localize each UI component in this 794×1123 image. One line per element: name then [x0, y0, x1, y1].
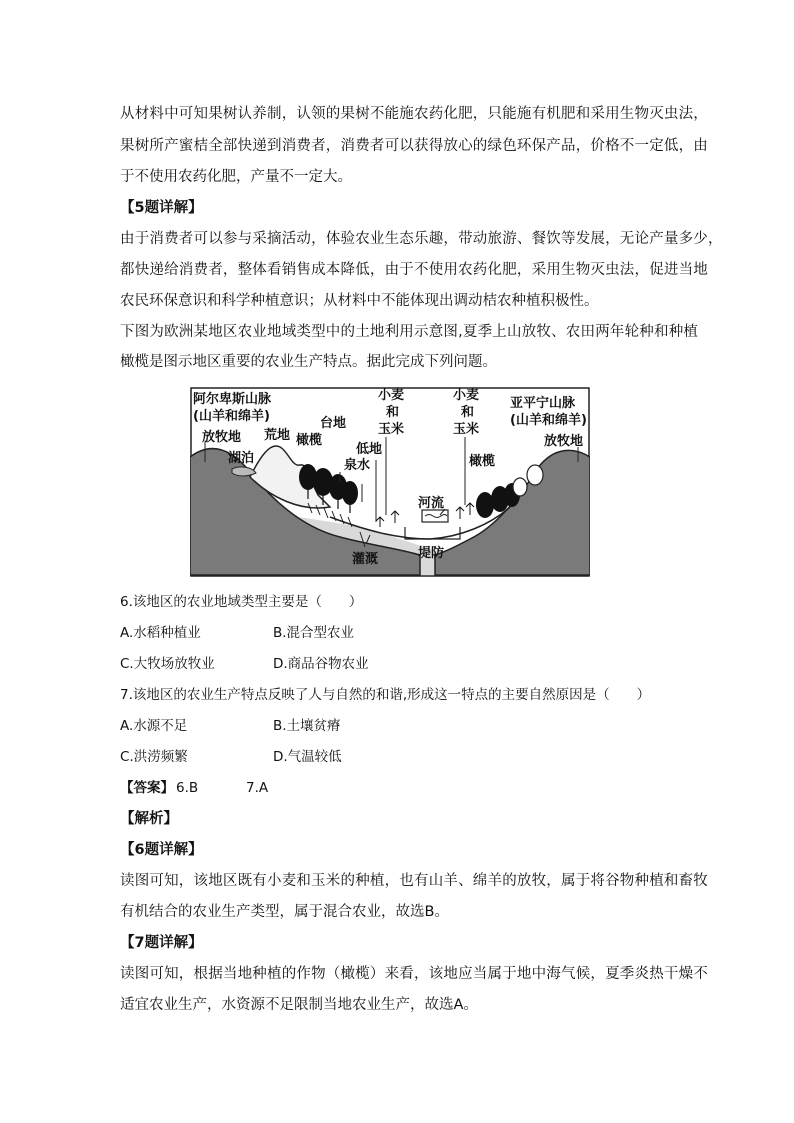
option-7b: B.土壤贫瘠 — [273, 718, 341, 734]
land-use-diagram — [190, 387, 590, 577]
section-heading-q7: 【7题详解】 — [120, 935, 203, 951]
intro-line: 下图为欧洲某地区农业地域类型中的土地利用示意图,夏季上山放牧、农田两年轮种和种植 — [120, 324, 699, 340]
paragraph-line: 从材料中可知果树认养制，认领的果树不能施农药化肥，只能施有机肥和采用生物灭虫法， — [120, 106, 708, 122]
paragraph-line: 农民环保意识和科学种植意识；从材料中不能体现出调动桔农种植积极性。 — [120, 293, 599, 309]
label-irrigation: 灌溉 — [352, 552, 379, 567]
explanation-line: 读图可知，该地区既有小麦和玉米的种植，也有山羊、绵羊的放牧，属于将谷物种植和畜牧 — [120, 873, 708, 889]
label-apennines: 亚平宁山脉 — [510, 396, 576, 411]
label-corn-1: 玉米 — [378, 422, 405, 437]
section-heading-q5: 【5题详解】 — [120, 200, 203, 216]
paragraph-line: 由于消费者可以参与采摘活动，体验农业生态乐趣，带动旅游、餐饮等发展，无论产量多少， — [120, 231, 723, 247]
label-wasteland: 荒地 — [264, 428, 291, 443]
option-7a: A.水源不足 — [120, 718, 188, 734]
label-lake: 湖泊 — [228, 451, 255, 466]
option-6b: B.混合型农业 — [273, 625, 355, 641]
option-6d: D.商品谷物农业 — [273, 656, 369, 672]
label-lowland: 低地 — [356, 442, 383, 457]
paragraph-line: 于不使用农药化肥，产量不一定大。 — [120, 169, 352, 185]
section-heading-q6: 【6题详解】 — [120, 842, 203, 858]
question-6: 6.该地区的农业地域类型主要是（ ） — [120, 594, 363, 610]
label-alps-note: (山羊和绵羊) — [193, 409, 270, 424]
label-apennines-note: (山羊和绵羊) — [510, 413, 587, 428]
label-levee: 堤防 — [418, 546, 445, 561]
label-wheat-1: 小麦 — [378, 388, 405, 403]
option-7c: C.洪涝频繁 — [120, 749, 188, 765]
option-7d: D.气温较低 — [273, 749, 342, 765]
option-6c: C.大牧场放牧业 — [120, 656, 215, 672]
label-corn-2: 玉米 — [453, 422, 480, 437]
question-7: 7.该地区的农业生产特点反映了人与自然的和谐,形成这一特点的主要自然原因是（ ） — [120, 687, 651, 703]
paragraph-line: 都快递给消费者，整体看销售成本降低，由于不使用农药化肥，采用生物灭虫法，促进当地 — [120, 262, 708, 278]
explanation-line: 适宜农业生产，水资源不足限制当地农业生产，故选A。 — [120, 997, 478, 1013]
label-alps: 阿尔卑斯山脉 — [193, 392, 272, 407]
label-olive-right: 橄榄 — [469, 454, 496, 469]
label-terrace: 台地 — [320, 416, 347, 431]
label-spring: 泉水 — [344, 458, 371, 473]
intro-line: 橄榄是图示地区重要的农业生产特点。据此完成下列问题。 — [120, 354, 497, 370]
river-channel — [422, 510, 448, 522]
answer-label: 【答案】 — [120, 780, 174, 796]
option-6a: A.水稻种植业 — [120, 625, 201, 641]
label-river: 河流 — [418, 496, 445, 511]
label-right-pasture: 放牧地 — [544, 434, 584, 449]
explanation-line: 读图可知，根据当地种植的作物（橄榄）来看，该地应当属于地中海气候，夏季炎热干燥不 — [120, 966, 708, 982]
label-olive-left: 橄榄 — [296, 433, 323, 448]
explanation-line: 有机结合的农业生产类型，属于混合农业，故选B。 — [120, 904, 449, 920]
label-wheat-2: 小麦 — [453, 388, 480, 403]
analysis-heading: 【解析】 — [120, 811, 178, 827]
label-and-2: 和 — [461, 405, 475, 420]
label-and-1: 和 — [386, 405, 400, 420]
paragraph-line: 果树所产蜜桔全部快递到消费者，消费者可以获得放心的绿色环保产品，价格不一定低，由 — [120, 138, 708, 154]
answer-7: 7.A — [246, 780, 269, 796]
answer-6: 6.B — [176, 780, 199, 796]
label-left-pasture: 放牧地 — [202, 430, 242, 445]
